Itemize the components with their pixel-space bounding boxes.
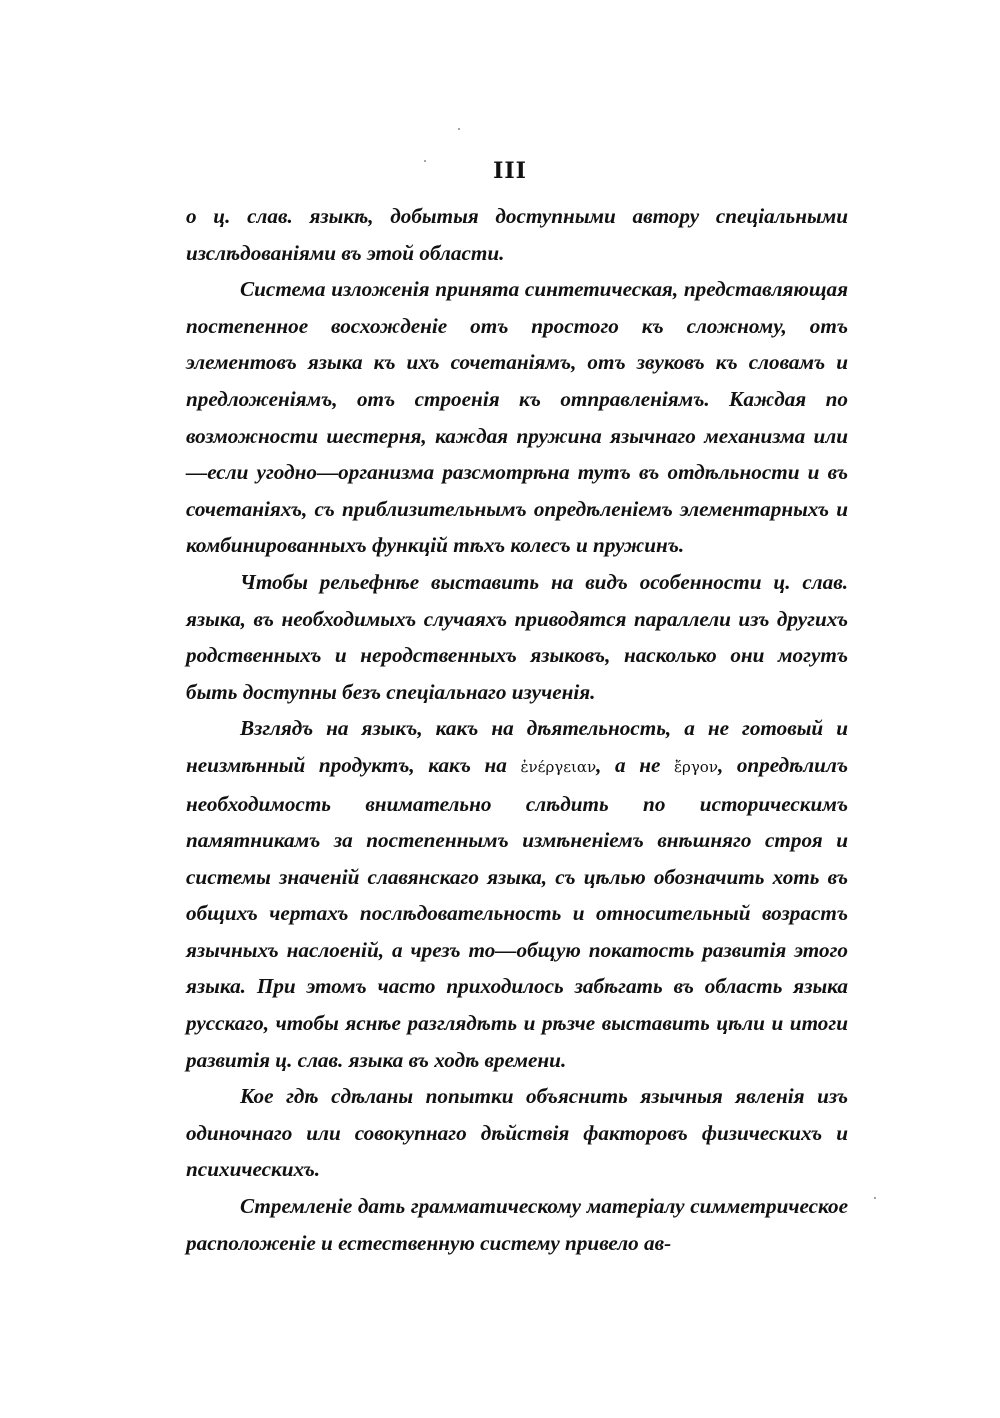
page-number: III [493,158,527,184]
paragraph-1: о ц. слав. языкѣ, добытыя доступными автору спеціальными изслѣдованіями въ этой области. [186,204,848,265]
paragraph-2: Система изложенія принята синтетическая, представляющая постепенное восхожденіе отъ простого къ сложному, отъ элементовъ языка къ ихъ сочетаніямъ, отъ звуковъ къ словамъ и предложеніямъ, отъ строенія къ отправленіямъ. Каждая по возможности шестерня, каждая пружина язычнаго механизма или—если угодно—организма разсмотрѣна тутъ въ отдѣльности и въ сочетаніяхъ, съ приблизительнымъ опредѣленіемъ элементарныхъ и комбинированныхъ функцій тѣхъ колесъ и пружинъ. [186,277,848,558]
print-speck [458,128,460,130]
print-speck [874,1197,876,1199]
paragraph-5: Кое гдѣ сдѣланы попытки объяснить язычныя явленія изъ одиночнаго или совокупнаго дѣйствія факторовъ физическихъ и психическихъ. [186,1084,848,1182]
paragraph-3: Чтобы рельефнѣе выставить на видъ особенности ц. слав. языка, въ необходимыхъ случаяхъ приводятся параллели изъ другихъ родственныхъ и неродственныхъ языковъ, насколько они могутъ быть доступны безъ спеціальнаго изученія. [186,569,848,704]
print-speck [424,160,426,162]
paragraph-4-part-3: , опредѣлилъ необходимость внимательно слѣдить по историческимъ памятникамъ за постепеннымъ измѣненіемъ внѣшняго строя и системы значеній славянскаго языка, съ цѣлью обозначить хоть въ общихъ чертахъ послѣдовательность и относительный возрастъ язычныхъ наслоеній, а чрезъ то—общую покатость развитія этого языка. При этомъ часто приходилось забѣгать въ область языка русскаго, чтобы яснѣе разглядѣть и рѣзче выставить цѣли и итоги развитія ц. слав. языка въ ходѣ времени. [186,752,849,1072]
body-text [186,198,848,1261]
paragraph-6: Стремленіе дать грамматическому матеріалу симметрическое расположеніе и естественную систему привело ав- [186,1194,848,1255]
paragraph-4 [186,710,848,1078]
paragraph-4-part-1: Взглядъ на языкъ, какъ на дѣятельность, а не готовый и неизмѣнный продуктъ, какъ на [186,716,848,777]
greek-word-ergon: ἔργον [673,757,718,776]
paragraph-4-part-2: , а не [596,752,674,777]
greek-word-energeian: ἐνέργειαν [520,757,597,776]
